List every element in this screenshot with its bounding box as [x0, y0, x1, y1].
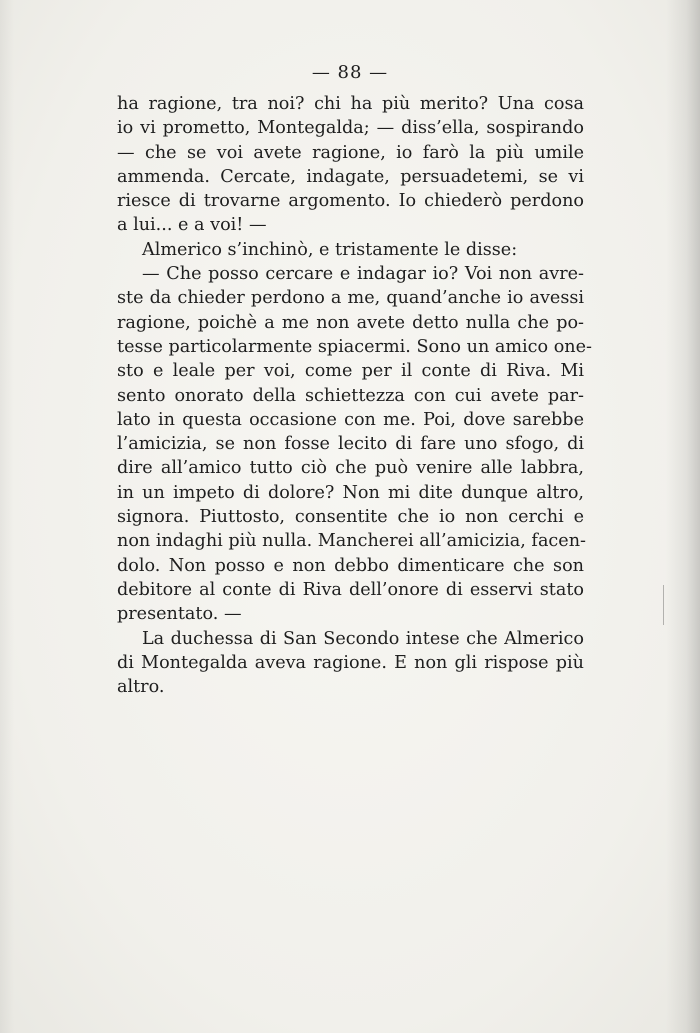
page-left-shadow	[0, 0, 14, 1033]
text-line: tesse particolarmente spiacermi. Sono un amico one-	[117, 336, 592, 357]
text-line: di Montegalda aveva ragione. E non gli rispose più	[117, 652, 584, 673]
text-line: debitore al conte di Riva dell’onore di esservi stato	[117, 579, 584, 600]
text-line: ha ragione, tra noi? chi ha più merito? Una cosa	[117, 94, 584, 114]
text-line: signora. Piuttosto, consentite che io non cerchi e	[117, 507, 584, 528]
text-line: a lui... e a voi! —	[117, 215, 267, 236]
page-number: — 88 —	[311, 62, 389, 83]
text-line: dolo. Non posso e non debbo dimenticare che son	[117, 555, 584, 576]
body-text	[117, 92, 592, 699]
text-line: ragione, poichè a me non avete detto nulla che po-	[117, 312, 584, 333]
text-line: in un impeto di dolore? Non mi dite dunque altro,	[117, 482, 584, 503]
text-line: ste da chieder perdono a me, quand’anche io avessi	[117, 288, 584, 309]
text-line: sento onorato della schiettezza con cui avete par-	[117, 385, 584, 406]
text-line: io vi prometto, Montegalda; — diss’ella, sospirando	[117, 118, 584, 139]
text-line: presentato. —	[117, 604, 242, 625]
page-right-shadow	[666, 0, 700, 1033]
text-line: lato in questa occasione con me. Poi, dove sarebbe	[117, 409, 584, 430]
text-line: l’amicizia, se non fosse lecito di fare uno sfogo, di	[117, 434, 584, 455]
text-line: riesce di trovarne argomento. Io chiederò perdono	[117, 191, 584, 212]
text-line: Almerico s’inchinò, e tristamente le disse:	[142, 239, 518, 260]
text-line: non indaghi più nulla. Mancherei all’amicizia, facen-	[117, 531, 586, 552]
text-line: altro.	[117, 677, 165, 698]
text-line: dire all’amico tutto ciò che può venire alle labbra,	[117, 458, 584, 479]
text-line: — che se voi avete ragione, io farò la più umile	[117, 142, 584, 163]
text-line: — Che posso cercare e indagar io? Voi non avre-	[142, 264, 584, 285]
text-line: La duchessa di San Secondo intese che Almerico	[142, 628, 584, 649]
margin-mark	[663, 585, 666, 625]
text-line: ammenda. Cercate, indagate, persuadetemi, se vi	[117, 166, 584, 187]
text-line: sto e leale per voi, come per il conte di Riva. Mi	[117, 361, 584, 382]
